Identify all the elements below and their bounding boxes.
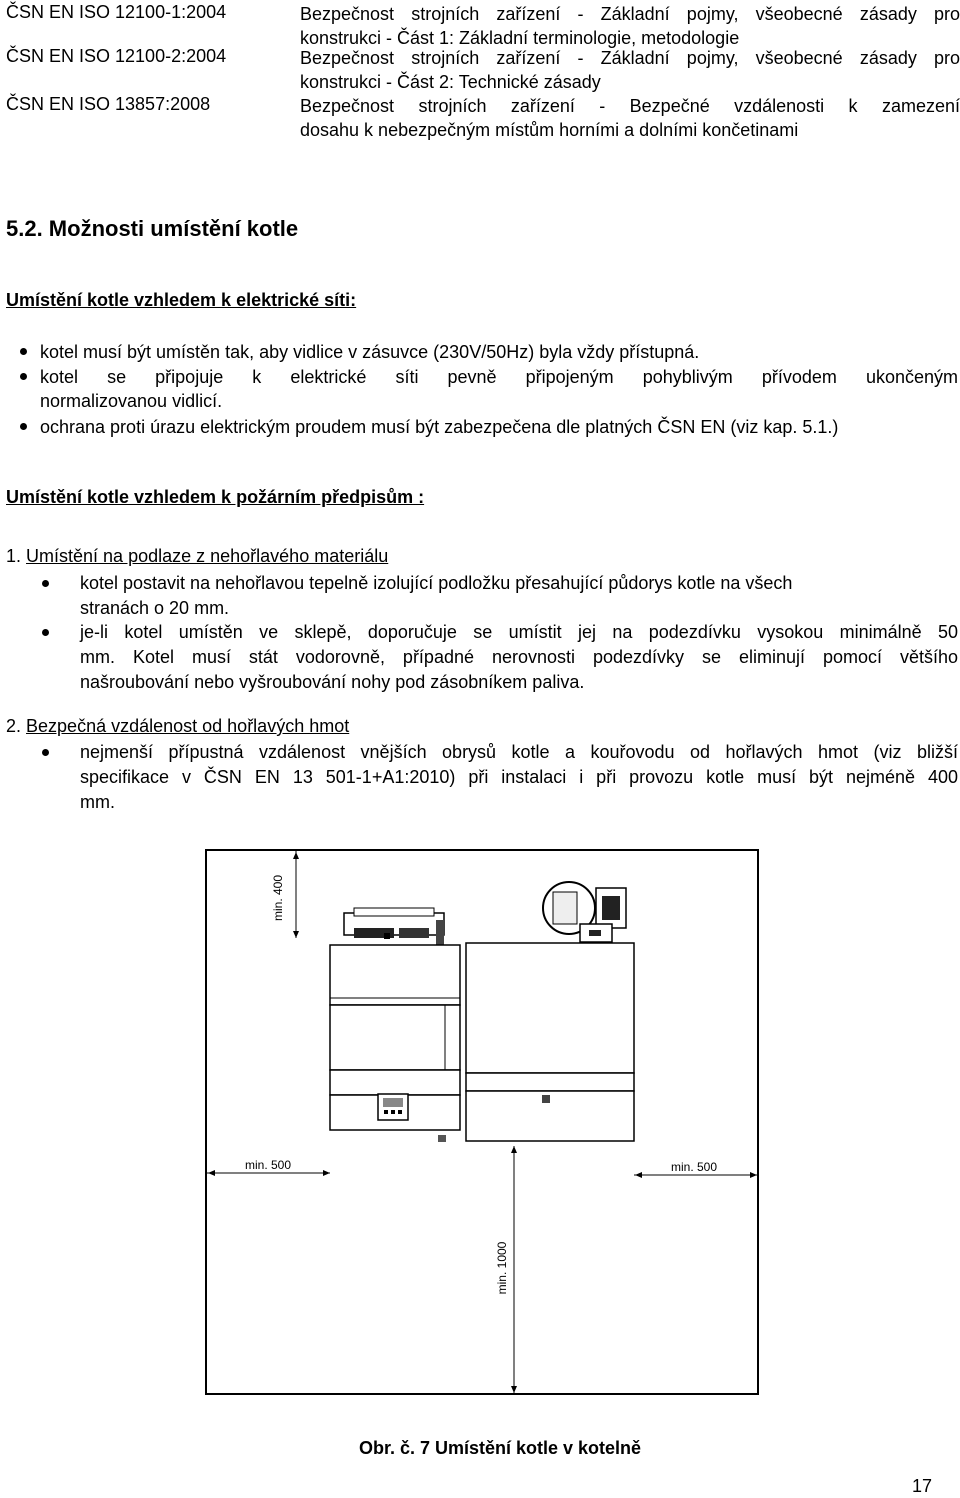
fire-item-2-number: 2. xyxy=(6,716,22,736)
fire-item-2-bullet-1-line3: mm. xyxy=(80,792,115,812)
fire-item-1-number: 1. xyxy=(6,546,22,566)
standard-desc-2 xyxy=(300,46,960,94)
fire-item-2-bullet-1-line2: specifikace v ČSN EN 13 501-1+A1:2010) při instalaci i při provozu kotle musí být nejméně 400 xyxy=(80,767,958,787)
standard-desc-3-line2: dosahu k nebezpečným místům horními a dolními končetinami xyxy=(300,120,799,140)
electrical-bullet-2 xyxy=(40,365,958,413)
standard-desc-3 xyxy=(300,94,960,142)
standard-desc-2-line2: konstrukci - Část 2: Technické zásady xyxy=(300,72,601,92)
fire-item-1-bullet-2 xyxy=(80,620,958,695)
standard-code-3: ČSN EN ISO 13857:2008 xyxy=(6,94,211,114)
bullet-dot xyxy=(20,373,27,380)
electrical-bullet-2-line2: normalizovanou vidlicí. xyxy=(40,391,223,411)
bullet-dot xyxy=(42,580,49,587)
figure-caption: Obr. č. 7 Umístění kotle v kotelně xyxy=(358,1438,642,1458)
standard-desc-1-line1: Bezpečnost strojních zařízení - Základní pojmy, všeobecné zásady pro xyxy=(300,4,960,24)
bullet-dot xyxy=(20,348,27,355)
electrical-bullet-1: kotel musí být umístěn tak, aby vidlice v zásuvce (230V/50Hz) byla vždy přístupná. xyxy=(40,342,700,362)
fire-item-2-bullet-1-line1: nejmenší přípustná vzdálenost vnějších obrysů kotle a kouřovodu od hořlavých hmot (viz bližší xyxy=(80,742,958,762)
fire-item-1-bullet-1-line1: kotel postavit na nehořlavou tepelně izolující podložku přesahující půdorys kotle na všech xyxy=(80,573,793,593)
fire-item-1 xyxy=(6,546,388,567)
fire-heading: Umístění kotle vzhledem k požárním předpisům : xyxy=(6,487,425,507)
standard-desc-1 xyxy=(300,2,960,50)
boiler-room-diagram xyxy=(204,848,760,1396)
fire-item-1-bullet-2-line2: mm. Kotel musí stát vodorovně, případné nerovnosti podezdívky se eliminují pomocí většího xyxy=(80,647,958,667)
fire-item-1-bullet-1-line2: stranách o 20 mm. xyxy=(80,598,230,618)
fire-item-1-bullet-2-line3: našroubování nebo vyšroubování nohy pod zásobníkem paliva. xyxy=(80,672,585,692)
fire-item-2-title: Bezpečná vzdálenost od hořlavých hmot xyxy=(26,716,350,736)
standard-code-2: ČSN EN ISO 12100-2:2004 xyxy=(6,46,227,66)
dim-front-label: min. 1000 xyxy=(495,1241,509,1295)
dim-right-label: min. 500 xyxy=(670,1160,718,1174)
electrical-bullet-2-line1: kotel se připojuje k elektrické síti pevně připojeným pohyblivým přívodem ukončeným xyxy=(40,367,958,387)
fire-item-2 xyxy=(6,716,349,737)
electrical-bullet-3: ochrana proti úrazu elektrickým proudem musí být zabezpečena dle platných ČSN EN (viz kap. 5.1.) xyxy=(40,417,839,437)
fire-item-1-bullet-2-line1: je-li kotel umístěn ve sklepě, doporučuje se umístit jej na podezdívku vysokou minimálně 50 xyxy=(80,622,958,642)
bullet-dot xyxy=(42,749,49,756)
bullet-dot xyxy=(20,423,27,430)
dim-left-label: min. 500 xyxy=(244,1158,292,1172)
bullet-dot xyxy=(42,629,49,636)
fire-item-1-bullet-1 xyxy=(80,571,958,621)
electrical-heading: Umístění kotle vzhledem k elektrické síti: xyxy=(6,290,357,310)
page-number: 17 xyxy=(911,1476,932,1496)
standard-desc-3-line1: Bezpečnost strojních zařízení - Bezpečné vzdálenosti k zamezení xyxy=(300,96,960,116)
dim-top-label: min. 400 xyxy=(271,874,285,922)
standard-desc-2-line1: Bezpečnost strojních zařízení - Základní pojmy, všeobecné zásady pro xyxy=(300,48,960,68)
fire-item-2-bullet-1 xyxy=(80,740,958,815)
fire-item-1-title: Umístění na podlaze z nehořlavého materiálu xyxy=(26,546,389,566)
standard-desc-1-line2: konstrukci - Část 1: Základní terminologie, metodologie xyxy=(300,28,740,48)
standard-code-1: ČSN EN ISO 12100-1:2004 xyxy=(6,2,227,22)
section-title: 5.2. Možnosti umístění kotle xyxy=(6,216,299,241)
